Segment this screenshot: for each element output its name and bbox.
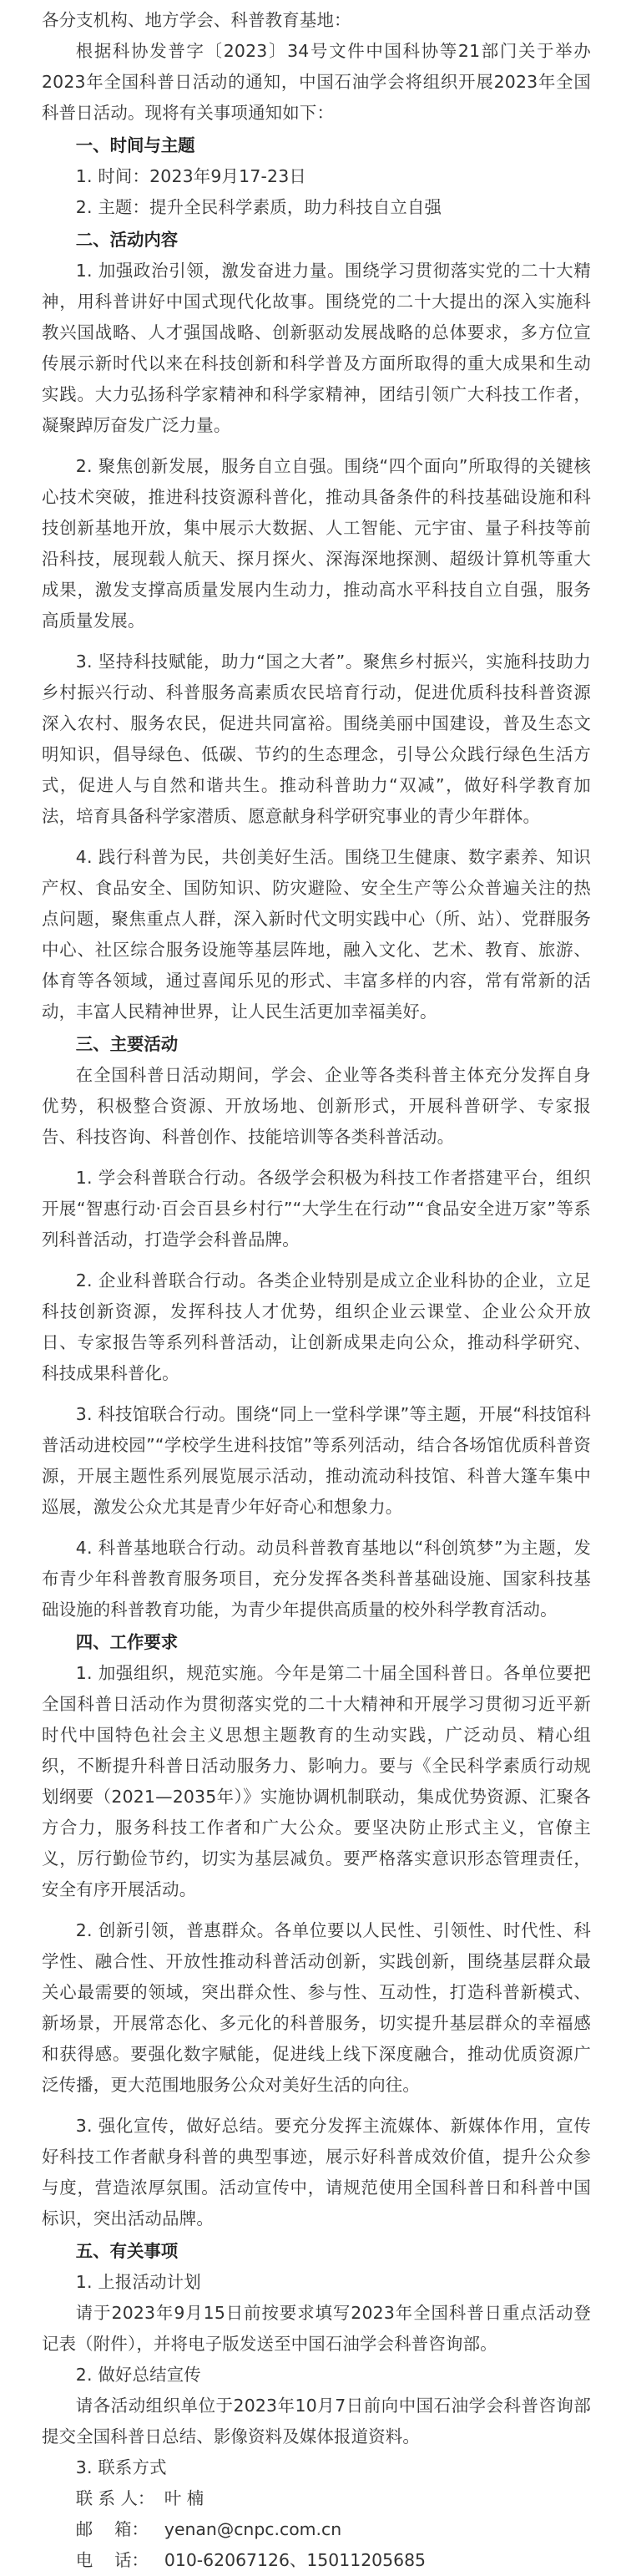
requirement-item-2: 2. 创新引领，普惠群众。各单位要以人民性、引领性、时代性、科学性、融合性、开放性推动科普活动创新，实践创新，围绕基层群众最关心最需要的领域，突出群众性、参与性、互动性，打造科普新模式、新场景，开展常态化、多元化的科普服务，切实提升基层群众的幸福感和获得感。要强化数字赋能，促进线上线下深度融合，推动优质资源广泛传播，更大范围地服务公众对美好生活的向往。 [42, 1920, 591, 2095]
section-main-activities-heading: 三、主要活动 [75, 1034, 179, 1054]
requirement-item-1: 1. 加强组织，规范实施。今年是第二十届全国科普日。各单位要把全国科普日活动作为贯彻落实党的二十大精神和开展学习贯彻习近平新时代中国特色社会主义思想主题教育的生动实践，广泛动员、精心组织，不断提升科普日活动服务力、影响力。要与《全民科学素质行动规划纲要（2021—2035年）》实施协调机制联动，集成优势资源、汇聚各方合力，服务科技工作者和广大公众。要坚决防止形式主义，官僚主义，厉行勤俭节约，切实为基层减负。要严格落实意识形态管理责任，安全有序开展活动。 [42, 1663, 591, 1899]
activity-item-3: 3. 科技馆联合行动。围绕“同上一堂科学课”等主题，开展“科技馆科普活动进校园”“学校学生进科技馆”等系列活动，结合各场馆优质科普资源，开展主题性系列展览展示活动，推动流动科技馆、科普大篷车集中巡展，激发公众尤其是青少年好奇心和想象力。 [42, 1404, 591, 1517]
main-activities-intro: 在全国科普日活动期间，学会、企业等各类科普主体充分发挥自身优势，积极整合资源、开放场地、创新形式，开展科普研学、专家报告、科技咨询、科普创作、技能培训等各类科普活动。 [42, 1065, 591, 1147]
requirement-item-3: 3. 强化宣传，做好总结。要充分发挥主流媒体、新媒体作用，宣传好科技工作者献身科普的典型事迹，展示好科普成效价值，提升公众参与度，营造浓厚氛围。活动宣传中，请规范使用全国科普日和科普中国标识，突出活动品牌。 [42, 2116, 591, 2229]
summary-text: 请各活动组织单位于2023年10月7日前向中国石油学会科普咨询部提交全国科普日总结、影像资料及媒体报道资料。 [42, 2396, 591, 2447]
contact-email-row [42, 2514, 591, 2545]
contact-phone-label: 电 话： [75, 2550, 149, 2570]
content-item-1: 1. 加强政治引领，激发奋进力量。围绕学习贯彻落实党的二十大精神，用科普讲好中国式现代化故事。围绕党的二十大提出的深入实施科教兴国战略、人才强国战略、创新驱动发展战略的总体要求，多方位宣传展示新时代以来在科技创新和科学普及方面所取得的重大成果和生动实践。大力弘扬科学家精神和科学家精神，团结引领广大科技工作者，凝聚踔厉奋发广泛力量。 [42, 261, 591, 435]
contact-person-label: 联 系 人： [75, 2488, 155, 2508]
section-content-heading: 二、活动内容 [75, 230, 179, 250]
section-matters-heading: 五、有关事项 [75, 2241, 179, 2261]
time-line: 1. 时间：2023年9月17-23日 [75, 166, 306, 186]
summary-title: 2. 做好总结宣传 [75, 2365, 201, 2385]
content-item-4: 4. 践行科普为民，共创美好生活。围绕卫生健康、数字素养、知识产权、食品安全、国防知识、防灾避险、安全生产等公众普遍关注的热点问题，聚焦重点人群，深入新时代文明实践中心（所、站）、党群服务中心、社区综合服务设施等基层阵地，融入文化、艺术、教育、旅游、体育等各领域，通过喜闻乐见的形式、丰富多样的内容，常有常新的活动，丰富人民精神世界，让人民生活更加幸福美好。 [42, 847, 591, 1022]
contact-email-value: yenan@cnpc.com.cn [164, 2519, 342, 2539]
plan-text: 请于2023年9月15日前按要求填写2023年全国科普日重点活动登记表（附件），并将电子版发送至中国石油学会科普咨询部。 [42, 2303, 591, 2354]
activity-item-2: 2. 企业科普联合行动。各类企业特别是成立企业科协的企业，立足科技创新资源，发挥科技人才优势，组织企业云课堂、企业公众开放日、专家报告等系列科普活动，让创新成果走向公众，推动科学研究、科技成果科普化。 [42, 1270, 591, 1383]
contact-phone-row [42, 2545, 591, 2576]
intro-paragraph: 根据科协发普字〔2023〕34号文件中国科协等21部门关于举办2023年全国科普日活动的通知，中国石油学会将组织开展2023年全国科普日活动。现将有关事项通知如下： [42, 41, 591, 123]
contact-person-value: 叶 楠 [164, 2488, 204, 2508]
contact-email-label: 邮 箱： [75, 2519, 149, 2539]
content-item-2: 2. 聚焦创新发展，服务自立自强。围绕“四个面向”所取得的关键核心技术突破，推进科技资源科普化，推动具备条件的科技基础设施和科技创新基地开放，集中展示大数据、人工智能、元宇宙、量子科技等前沿科技，展现载人航天、探月探火、深海深地探测、超级计算机等重大成果，激发支撑高质量发展内生动力，推动高水平科技自立自强，服务高质量发展。 [42, 456, 591, 631]
content-item-3: 3. 坚持科技赋能，助力“国之大者”。聚焦乡村振兴，实施科技助力乡村振兴行动、科普服务高素质农民培育行动，促进优质科技科普资源深入农村、服务农民，促进共同富裕。围绕美丽中国建设，普及生态文明知识，倡导绿色、低碳、节约的生态理念，引导公众践行绿色生活方式，促进人与自然和谐共生。推动科普助力“双减”，做好科学教育加法，培育具备科学家潜质、愿意献身科学研究事业的青少年群体。 [42, 652, 591, 826]
theme-line: 2. 主题：提升全民科学素质，助力科技自立自强 [75, 197, 442, 217]
activity-item-4: 4. 科普基地联合行动。动员科普教育基地以“科创筑梦”为主题，发布青少年科普教育服务项目，充分发挥各类科普基础设施、国家科技基础设施的科普教育功能，为青少年提供高质量的校外科学教育活动。 [42, 1538, 591, 1620]
activity-item-1: 1. 学会科普联合行动。各级学会积极为科技工作者搭建平台，组织开展“智惠行动·百会百县乡村行”“大学生在行动”“食品安全进万家”等系列科普活动，打造学会科普品牌。 [42, 1168, 591, 1250]
contact-title: 3. 联系方式 [75, 2457, 167, 2477]
section-requirements-heading: 四、工作要求 [75, 1632, 179, 1652]
plan-title: 1. 上报活动计划 [75, 2272, 201, 2292]
contact-phone-value: 010-62067126、15011205685 [164, 2550, 427, 2570]
section-time-theme-heading: 一、时间与主题 [75, 135, 195, 155]
contact-person-row [42, 2483, 591, 2514]
recipients-line: 各分支机构、地方学会、科普教育基地： [42, 10, 351, 30]
